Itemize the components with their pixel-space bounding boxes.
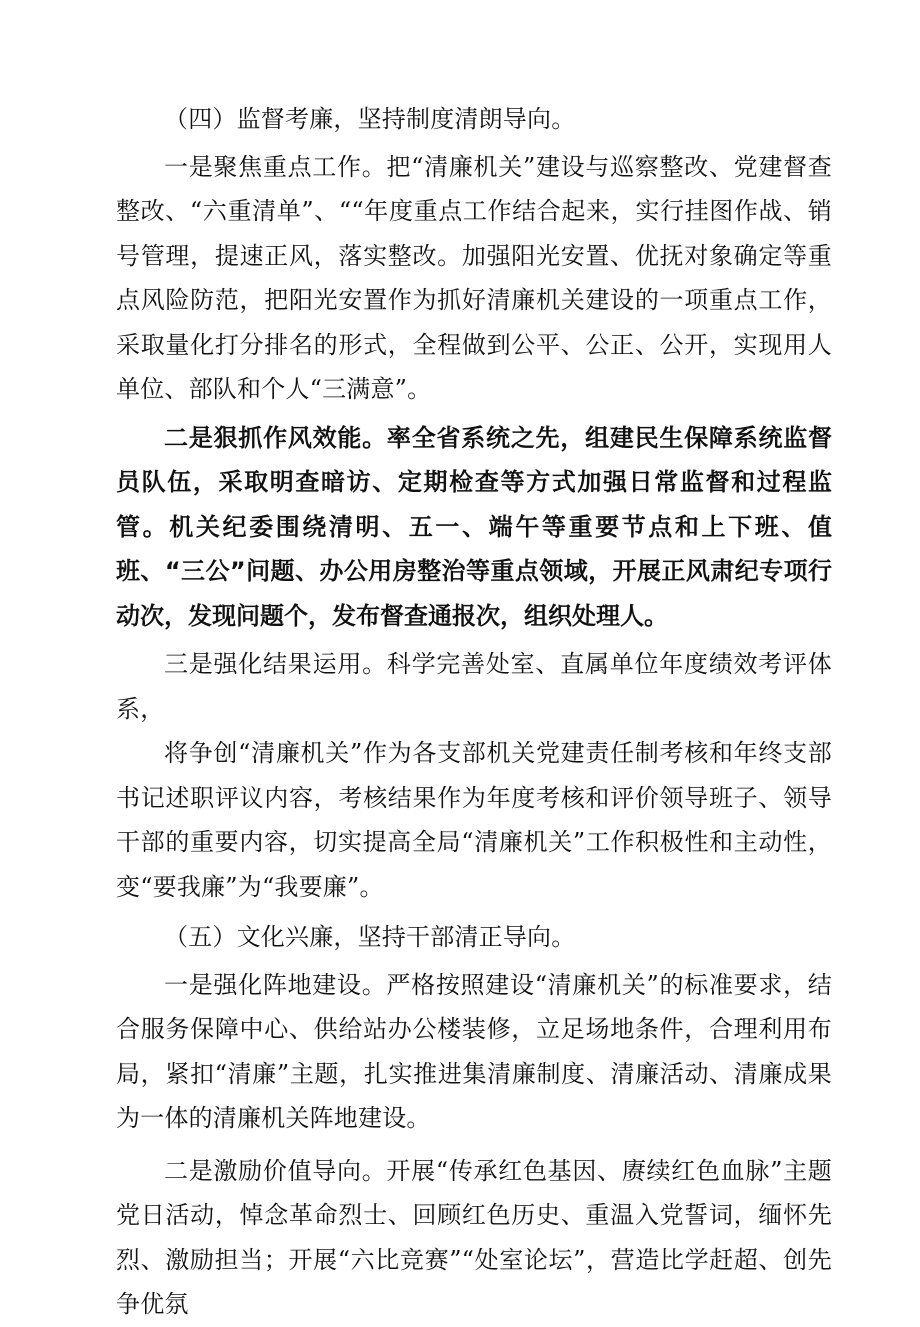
- paragraph-position-building: 一是强化阵地建设。严格按照建设“清廉机关”的标准要求，结合服务保障中心、供给站办公楼装修，立足场地条件，合理利用布局，紧扣“清廉”主题，扎实推进集清廉制度、清廉活动、清廉成果为一体的清廉机关阵地建设。: [116, 970, 832, 1132]
- document-body: [116, 97, 832, 1327]
- section-heading-5: （五）文化兴廉，坚持干部清正导向。: [164, 923, 576, 951]
- paragraph-result-application-continued: 将争创“清廉机关”作为各支部机关党建责任制考核和年终支部书记述职评议内容，考核结果作为年度考核和评价领导班子、领导干部的重要内容，切实提高全局“清廉机关”工作积极性和主动性，变“要我廉”为“我要廉”。: [116, 739, 832, 901]
- paragraph-focus-key-work: 一是聚焦重点工作。把“清廉机关”建设与巡察整改、党建督查整改、“六重清单”、““年度重点工作结合起来，实行挂图作战、销号管理，提速正风，落实整改。加强阳光安置、优抚对象确定等重点风险防范，把阳光安置作为抓好清廉机关建设的一项重点工作，采取量化打分排名的形式，全程做到公平、公正、公开，实现用人单位、部队和个人“三满意”。: [116, 152, 832, 403]
- section-heading-4: （四）监督考廉，坚持制度清朗导向。: [164, 105, 576, 133]
- paragraph-result-application: 三是强化结果运用。科学完善处室、直属单位年度绩效考评体系，: [116, 650, 832, 723]
- paragraph-value-guidance: 二是激励价值导向。开展“传承红色基因、赓续红色血脉”主题党日活动，悼念革命烈士、回顾红色历史、重温入党誓词，缅怀先烈、激励担当；开展“六比竞赛”“处室论坛”，营造比学赶超、创先争优氛: [116, 1156, 832, 1318]
- paragraph-work-style: 二是狠抓作风效能。率全省系统之先，组建民生保障系统监督员队伍，采取明查暗访、定期检查等方式加强日常监督和过程监管。机关纪委围绕清明、五一、端午等重要节点和上下班、值班、“三公”问题、办公用房整治等重点领域，开展正风肃纪专项行动次，发现问题个，发布督查通报次，组织处理人。: [116, 423, 832, 630]
